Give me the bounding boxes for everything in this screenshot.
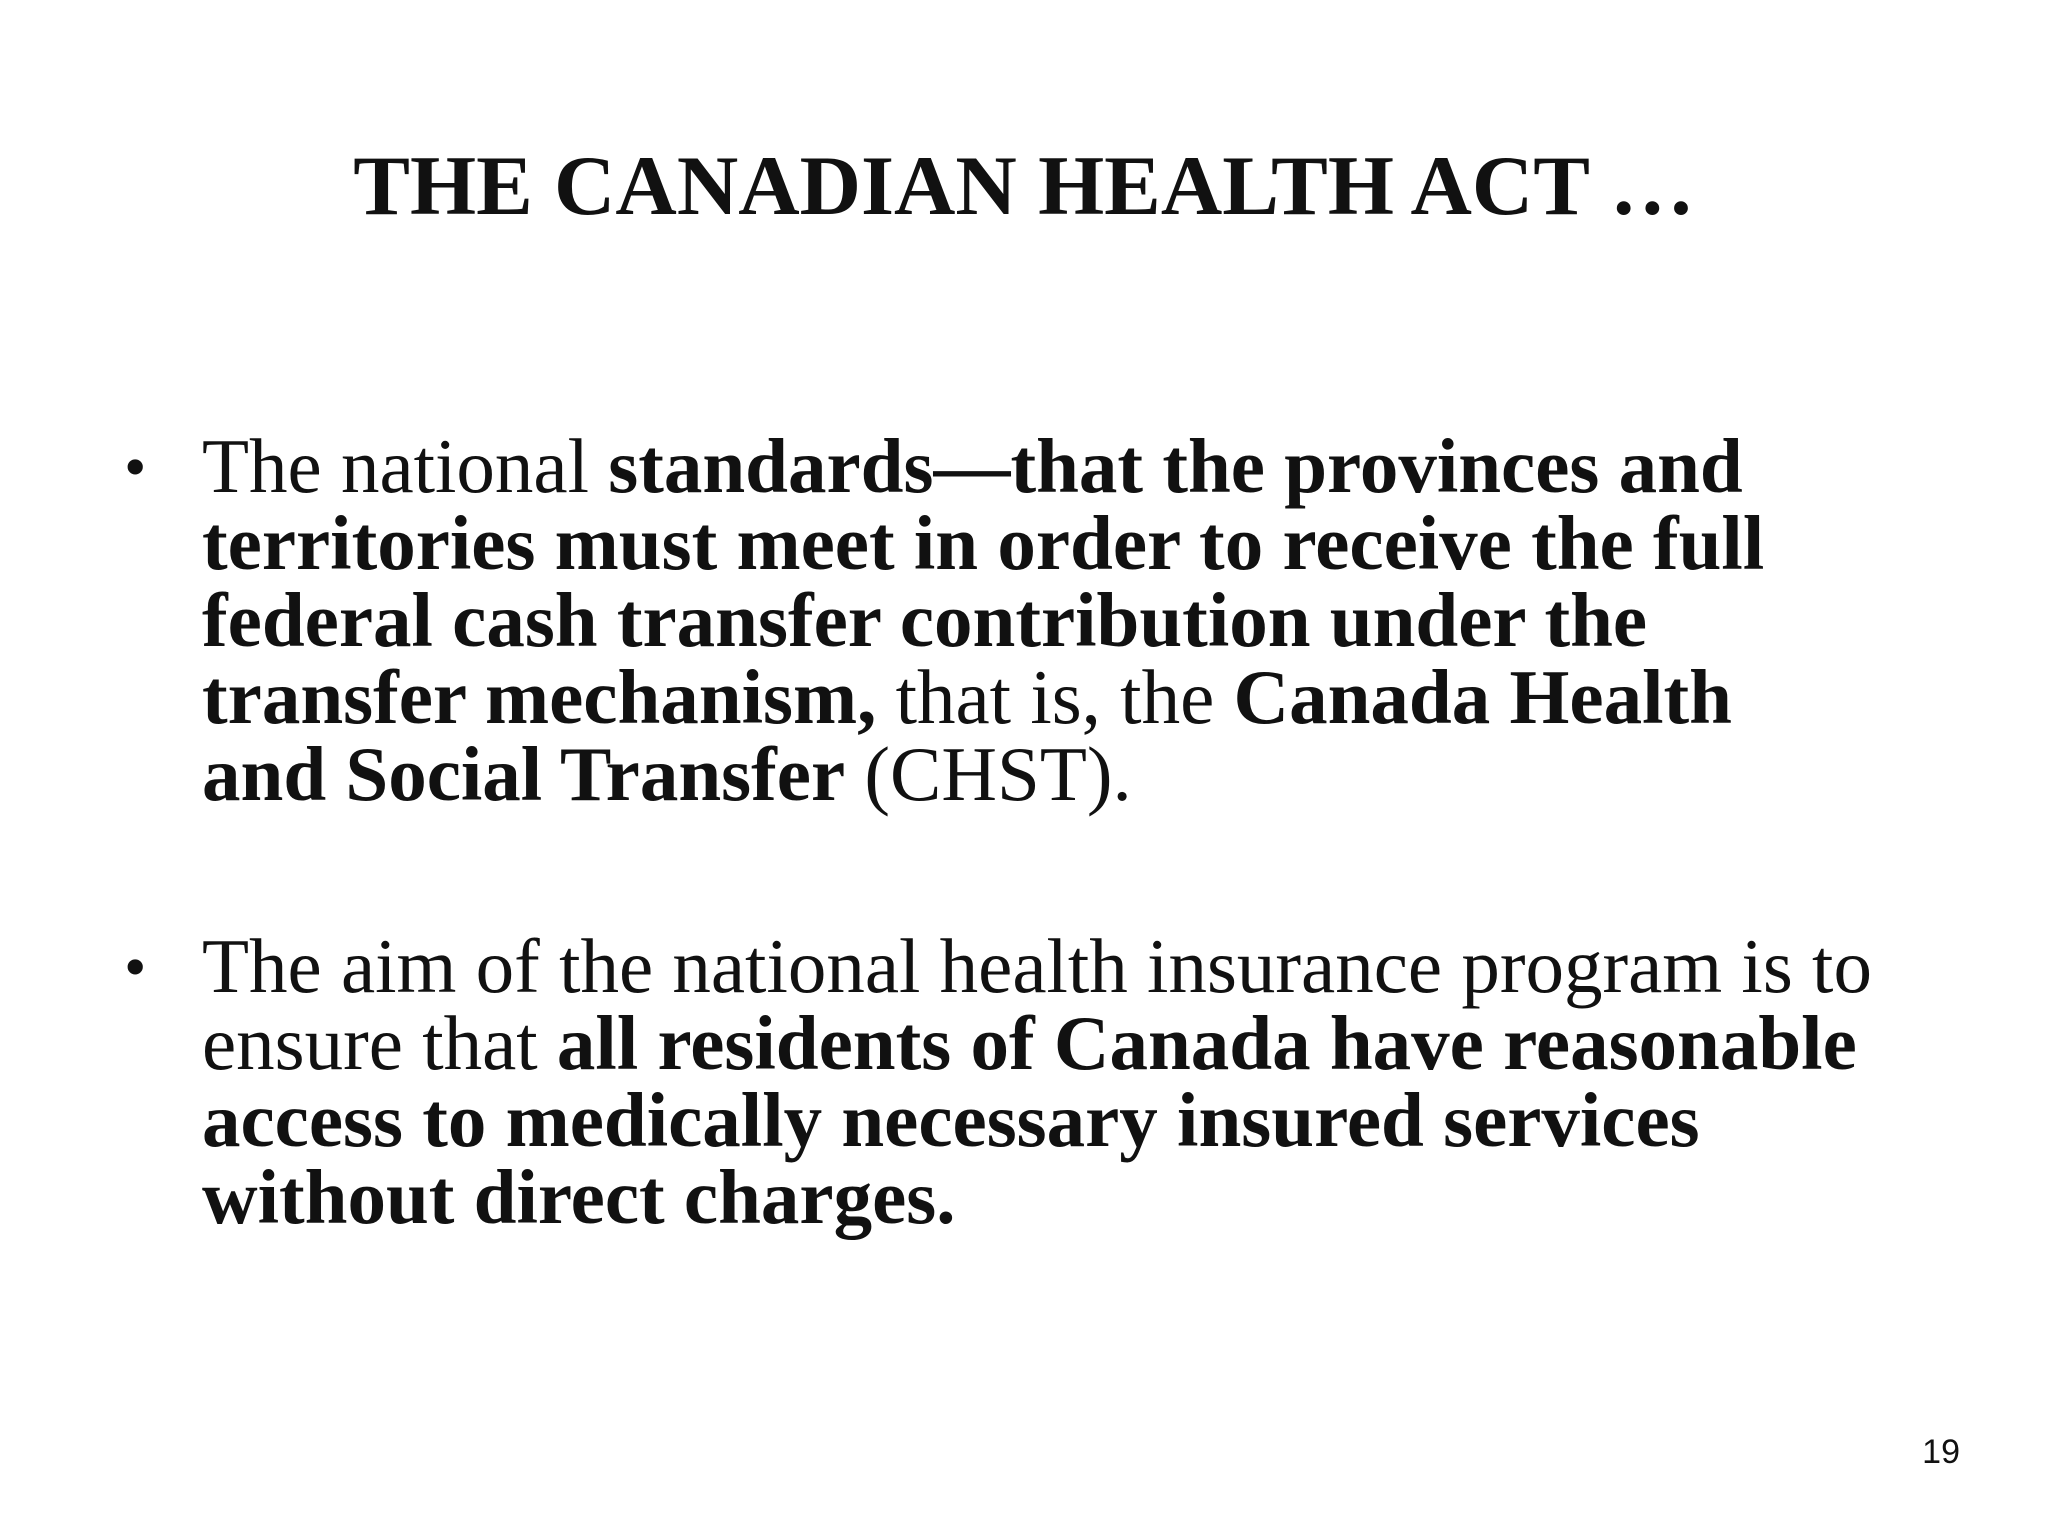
text-run: ensure that	[202, 1000, 557, 1086]
text-run: The aim of the national health insurance program is to	[202, 923, 1872, 1009]
bullet-text-line	[202, 423, 2002, 509]
bullet-text-line	[202, 1077, 2002, 1163]
page-number: 19	[1922, 1433, 1960, 1471]
text-run: standards—that the provinces and	[608, 423, 1743, 509]
bullet-text-line	[202, 1154, 2002, 1240]
text-run: all residents of Canada have reasonable	[556, 1000, 1857, 1086]
bullet-text-line	[202, 923, 2002, 1009]
bullet-marker: •	[124, 931, 147, 1002]
bullet-text-line	[202, 731, 2002, 817]
bullet-item	[124, 423, 2002, 817]
text-run: federal cash transfer contribution under the	[202, 577, 1648, 663]
bullet-text-line	[202, 500, 2002, 586]
text-run: territories must meet in order to receive the full	[202, 500, 1765, 586]
text-run: Canada Health	[1233, 654, 1732, 740]
text-run: that is, the	[876, 654, 1234, 740]
text-run: The national	[202, 423, 609, 509]
bullet-item	[124, 923, 2002, 1240]
bullet-text-line	[202, 1000, 2002, 1086]
bullet-marker: •	[124, 431, 147, 502]
text-run: (CHST).	[845, 731, 1132, 817]
text-run: transfer mechanism,	[202, 654, 877, 740]
text-run: and Social Transfer	[202, 731, 846, 817]
bullet-text-line	[202, 654, 2002, 740]
bullet-text-line	[202, 577, 2002, 663]
slide-title: THE CANADIAN HEALTH ACT …	[353, 139, 1695, 233]
text-run: without direct charges.	[202, 1154, 956, 1240]
text-run: access to medically necessary insured services	[202, 1077, 1700, 1163]
